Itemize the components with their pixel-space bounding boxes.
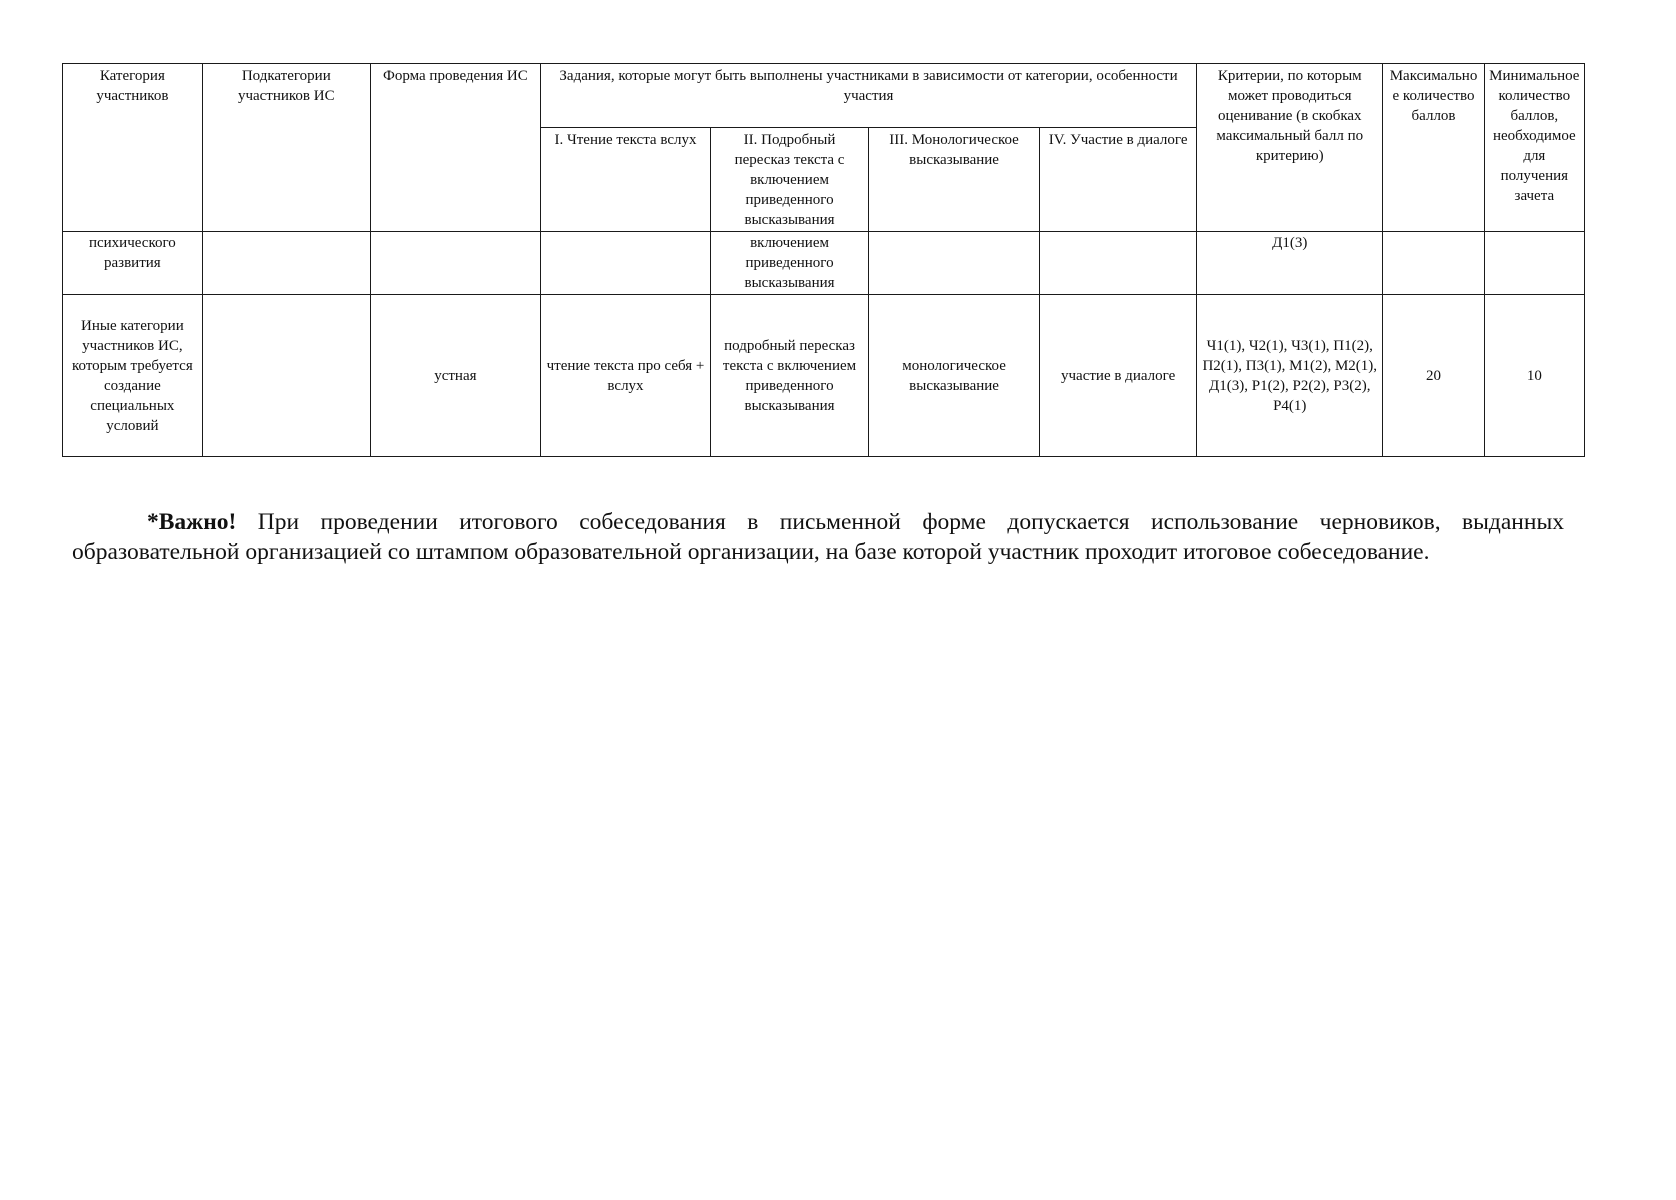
header-form: Форма проведения ИС [370,64,540,232]
cell-task-2: подробный пересказ текста с включением приведенного высказывания [711,295,869,457]
cell-subcategory [202,232,370,295]
header-task-3: III. Монологическое высказывание [869,128,1040,232]
header-task-1: I. Чтение текста вслух [540,128,710,232]
header-category: Категория участников [63,64,203,232]
cell-min-score: 10 [1484,295,1584,457]
cell-form [370,232,540,295]
cell-task-2: включением приведенного высказывания [711,232,869,295]
cell-max-score [1383,232,1484,295]
cell-task-4 [1040,232,1197,295]
table-row [63,295,1585,457]
cell-category: психического развития [63,232,203,295]
table-header-row [63,64,1585,128]
important-note [72,507,1564,567]
cell-task-1 [540,232,710,295]
note-text: При проведении итогового собеседования в письменной форме допускается использование черновиков, выданных образовательной организацией со штампом образовательной организации, на базе которой участник проходит итоговое собеседование. [72,509,1564,565]
header-tasks: Задания, которые могут быть выполнены участниками в зависимости от категории, особенности участия [540,64,1196,128]
header-task-2: II. Подробный пересказ текста с включением приведенного высказывания [711,128,869,232]
table-row [63,232,1585,295]
cell-subcategory [202,295,370,457]
cell-task-3 [869,232,1040,295]
header-task-4: IV. Участие в диалоге [1040,128,1197,232]
cell-max-score: 20 [1383,295,1484,457]
cell-criteria: Ч1(1), Ч2(1), Ч3(1), П1(2), П2(1), П3(1), М1(2), М2(1), Д1(3), Р1(2), Р2(2), Р3(2), Р4(1) [1197,295,1383,457]
cell-task-1: чтение текста про себя + вслух [540,295,710,457]
cell-category: Иные категории участников ИС, которым требуется создание специальных условий [63,295,203,457]
cell-task-4: участие в диалоге [1040,295,1197,457]
assessment-table [62,63,1585,457]
header-subcategory: Подкатегории участников ИС [202,64,370,232]
header-max-score: Максимальное количество баллов [1383,64,1484,232]
cell-criteria: Д1(3) [1197,232,1383,295]
cell-min-score [1484,232,1584,295]
note-emphasis: *Важно! [147,509,237,535]
cell-form: устная [370,295,540,457]
header-min-score: Минимальное количество баллов, необходимое для получения зачета [1484,64,1584,232]
header-criteria: Критерии, по которым может проводиться оценивание (в скобках максимальный балл по критерию) [1197,64,1383,232]
cell-task-3: монологическое высказывание [869,295,1040,457]
